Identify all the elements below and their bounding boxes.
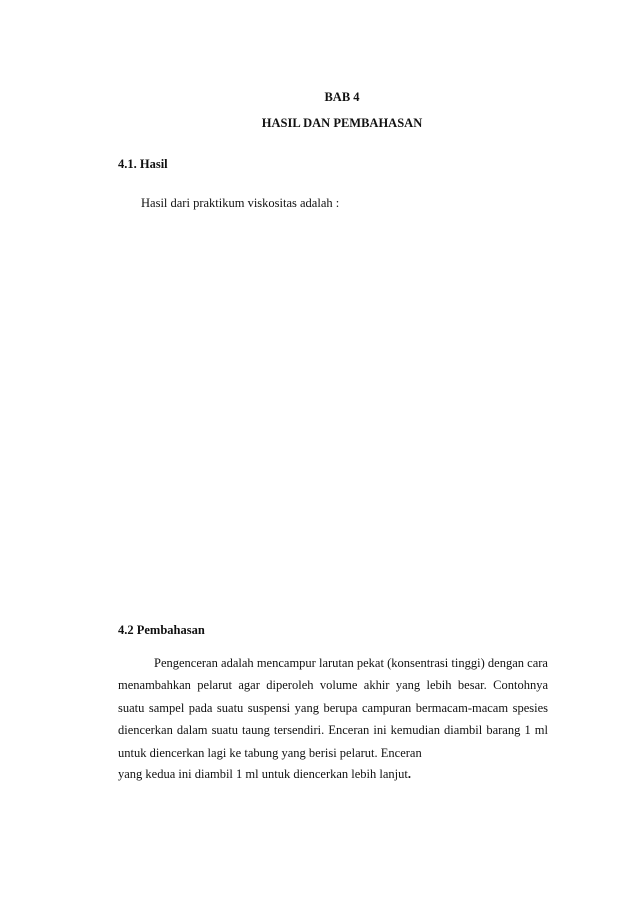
section-heading-hasil: 4.1. Hasil: [118, 157, 168, 171]
chapter-title: HASIL DAN PEMBAHASAN: [261, 116, 423, 130]
chapter-number: BAB 4: [324, 90, 360, 104]
results-intro: Hasil dari praktikum viskositas adalah :: [141, 196, 340, 210]
discussion-last-line-text: yang kedua ini diambil 1 ml untuk diencerkan lebih lanjut: [118, 767, 408, 781]
discussion-last-line-period: .: [407, 767, 411, 781]
section-heading-pembahasan: 4.2 Pembahasan: [118, 623, 205, 637]
discussion-last-line: [118, 767, 411, 782]
discussion-paragraph: Pengenceran adalah mencampur larutan pekat (konsentrasi tinggi) dengan cara menambahkan pelarut agar diperoleh volume akhir yang lebih besar. Contohnya suatu sampel pada suatu suspensi yang berupa campuran bermacam-macam spesies diencerkan dalam suatu taung tersendiri. Enceran ini kemudian diambil barang 1 ml untuk diencerkan lagi ke tabung yang berisi pelarut. Enceran: [118, 656, 548, 760]
